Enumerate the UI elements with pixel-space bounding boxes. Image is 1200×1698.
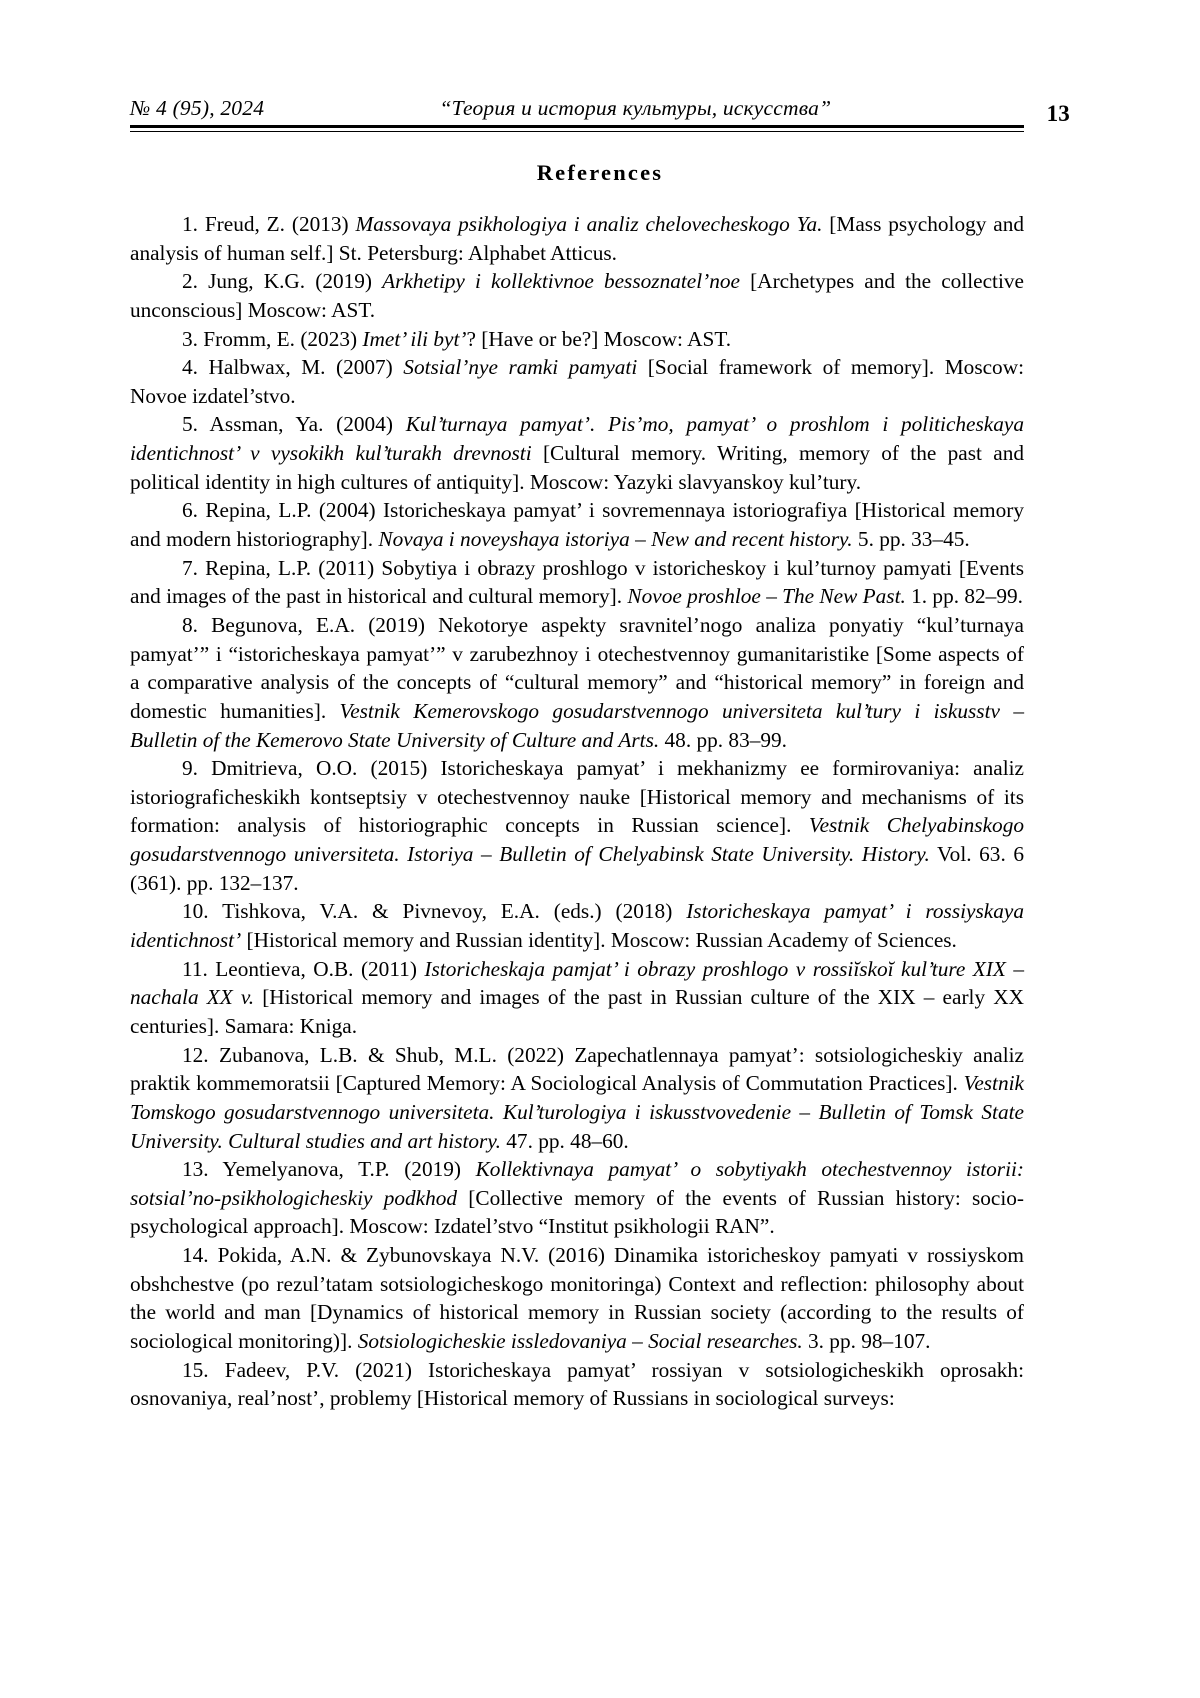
reference-entry (130, 611, 1024, 754)
reference-text: 6. Repina, L.P. (2004) Istoricheskaya pamyat’ i sovremennaya istoriografiya [Historical memory and modern historiography]. (130, 498, 1024, 552)
reference-text: Vol. 63. 6 (361). pp. 132–137. (130, 842, 1024, 895)
reference-text: 4. Halbwax, M. (2007) (182, 355, 404, 380)
issue-label: № 4 (95), 2024 (130, 96, 265, 120)
reference-text: 8. Begunova, E.A. (2019) Nekotorye aspekty sravnitel’nogo analiza ponyatiy “kul’turnaya pamyat’” i “istoricheskaya pamyat’” v zarubezhnoy i otechestvennoy gumanitaristike [Some aspects of a comparative analysis of the concepts of “cultural memory” and “historical memory” in foreign and domestic humanities]. (130, 612, 1024, 723)
reference-entry (130, 1241, 1024, 1356)
header-divider (130, 125, 1070, 132)
reference-text: 14. Pokida, A.N. & Zybunovskaya N.V. (2016) Dinamika istoricheskoy pamyati v rossiyskom obshchestve (po rezul’tatam sotsiologicheskogo monitoringa) Context and reflection: philosophy about the world and man [Dynamics of historical memory in Russian society (according to the results of sociological monitoring)]. (130, 1243, 1024, 1353)
reference-entry (130, 410, 1024, 496)
reference-title-italic: Vestnik Chelyabinskogo gosudarstvennogo universiteta. Istoriya – Bulletin of Chelyabinsk State University. History. (130, 813, 1024, 867)
reference-text: 5. Assman, Ya. (2004) (182, 412, 406, 437)
reference-title-italic: Vestnik Tomskogo gosudarstvennogo universiteta. Kul’turologiya i iskusstvovedenie – Bulletin of Tomsk State University. Cultural studies and art history. (130, 1071, 1024, 1153)
reference-text: 1. Freud, Z. (2013) (182, 212, 356, 236)
reference-text: 2. Jung, K.G. (2019) (182, 269, 383, 294)
reference-entry (130, 897, 1024, 954)
reference-text: 15. Fadeev, P.V. (2021) Istoricheskaya pamyat’ rossiyan v sotsiologicheskikh oprosakh: osnovaniya, real’nost’, problemy [Historical memory of Russians in sociological surveys: (130, 1357, 1024, 1411)
reference-text: [Mass psychology and analysis of human self.] St. Petersburg: Alphabet Atticus. (130, 212, 1024, 265)
reference-entry (130, 1155, 1024, 1241)
reference-text: 9. Dmitrieva, O.O. (2015) Istoricheskaya pamyat’ i mekhanizmy ee formirovaniya: analiz istoriograficheskikh kontseptsiy v otechestvennoy nauke [Historical memory and mechanisms of its formation: analysis of historiographic concepts in Russian science]. (130, 756, 1024, 838)
reference-title-italic: Imet’ ili byt’ (362, 326, 467, 351)
reference-title-italic: Sotsial’nye ramki pamyati (403, 355, 638, 380)
reference-entry (130, 210, 1024, 267)
reference-title-italic: Istoricheskaya pamyat’ i rossiyskaya identichnost’ (130, 899, 1024, 953)
reference-text: 47. pp. 48–60. (500, 1128, 629, 1153)
reference-entry (130, 554, 1024, 611)
reference-list (130, 210, 1070, 1413)
reference-text: [Historical memory and Russian identity]. Moscow: Russian Academy of Sciences. (241, 928, 957, 953)
reference-title-italic: Kollektivnaya pamyat’ o sobytiyakh otechestvennoy istorii: sotsial’no-psikhologicheskiy podkhod (130, 1157, 1025, 1210)
reference-text: [Social framework of memory]. Moscow: Novoe izdatel’stvo. (130, 355, 1024, 408)
reference-text: [Collective memory of the events of Russian history: socio-psychological approach]. Moscow: Izdatel’stvo “Institut psikhologii RAN”. (130, 1185, 1024, 1239)
reference-title-italic: Arkhetipy i kollektivnoe bessoznatel’noe (382, 269, 740, 294)
reference-entry (130, 353, 1024, 410)
divider-thick (130, 125, 1024, 128)
reference-text: [Historical memory and images of the past in Russian culture of the XIX – early XX centuries]. Samara: Kniga. (130, 985, 1024, 1038)
reference-title-italic: Kul’turnaya pamyat’. Pis’mo, pamyat’ o proshlom i politicheskaya identichnost’ v vysokikh kul’turakh drevnosti (130, 412, 1024, 466)
reference-text: 10. Tishkova, V.A. & Pivnevoy, E.A. (eds.) (2018) (182, 899, 687, 924)
reference-text: 3. pp. 98–107. (802, 1328, 931, 1353)
journal-section-title: “Теория и история культуры, искусства” (439, 96, 832, 120)
page-number: 13 (1046, 101, 1070, 126)
reference-entry (130, 1356, 1024, 1413)
reference-text: 12. Zubanova, L.B. & Shub, M.L. (2022) Zapechatlennaya pamyat’: sotsiologicheskiy analiz praktik kommemoratsii [Captured Memory: A Sociological Analysis of Commutation Practices]. (130, 1042, 1024, 1096)
reference-entry (130, 754, 1024, 897)
reference-title-italic: Vestnik Kemerovskogo gosudarstvennogo universiteta kul’tury i iskusstv – Bulletin of the Kemerovo State University of Culture and Arts. (130, 698, 1024, 752)
divider-thin (130, 131, 1024, 132)
reference-title-italic: Novaya i noveyshaya istoriya – New and recent history. (378, 527, 853, 552)
reference-title-italic: Massovaya psikhologiya i analiz chelovecheskogo Ya. (355, 212, 823, 236)
page-title: References (536, 160, 664, 185)
reference-text: 1. pp. 82–99. (905, 584, 1023, 609)
reference-entry (130, 496, 1024, 553)
reference-text: 48. pp. 83–99. (659, 727, 787, 752)
reference-text: [Cultural memory. Writing, memory of the past and political identity in high cultures of antiquity]. Moscow: Yazyki slavyanskoy kul’tury. (130, 441, 1024, 494)
reference-entry (130, 1041, 1024, 1156)
reference-text: 3. Fromm, E. (2023) (182, 326, 363, 351)
reference-text: 11. Leontieva, O.B. (2011) (182, 956, 425, 981)
reference-entry (130, 955, 1024, 1041)
reference-entry (130, 325, 1024, 354)
reference-text: [Archetypes and the collective unconscious] Moscow: AST. (130, 269, 1024, 322)
reference-title-italic: Istoricheskaja pamjat’ i obrazy proshlogo v rossiĭskoĭ kul’ture XIX – nachala XX v. (130, 956, 1024, 1010)
reference-text: 13. Yemelyanova, T.P. (2019) (182, 1157, 476, 1182)
reference-title-italic: Sotsiologicheskie issledovaniya – Social researches. (357, 1328, 803, 1353)
reference-text: 7. Repina, L.P. (2011) Sobytiya i obrazy proshlogo v istoricheskoy i kul’turnoy pamyati [Events and images of the past in historical and cultural memory]. (130, 555, 1024, 609)
reference-entry (130, 267, 1024, 324)
running-head (130, 95, 1070, 126)
reference-title-italic: Novoe proshloe – The New Past. (627, 584, 906, 609)
reference-text: 5. pp. 33–45. (852, 527, 970, 552)
reference-text: ? [Have or be?] Moscow: AST. (466, 326, 732, 351)
